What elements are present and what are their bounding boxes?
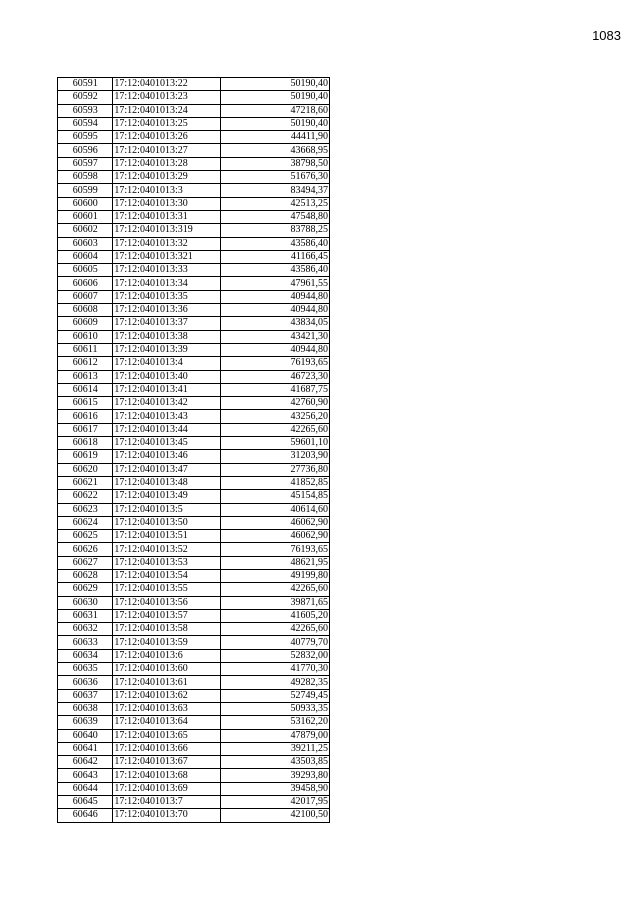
row-number-cell: 60594	[58, 117, 113, 130]
value-cell: 52832,00	[221, 649, 330, 662]
table-row	[58, 556, 330, 569]
cadastral-number-cell: 17:12:0401013:66	[113, 742, 221, 755]
value-cell: 43586,40	[221, 264, 330, 277]
value-cell: 40779,70	[221, 636, 330, 649]
row-number-cell: 60598	[58, 171, 113, 184]
value-cell: 49199,80	[221, 569, 330, 582]
value-cell: 43586,40	[221, 237, 330, 250]
table-row	[58, 490, 330, 503]
value-cell: 41770,30	[221, 663, 330, 676]
value-cell: 46062,90	[221, 516, 330, 529]
row-number-cell: 60636	[58, 676, 113, 689]
cadastral-number-cell: 17:12:0401013:24	[113, 104, 221, 117]
table-row	[58, 742, 330, 755]
table-row	[58, 450, 330, 463]
cadastral-number-cell: 17:12:0401013:67	[113, 756, 221, 769]
row-number-cell: 60638	[58, 702, 113, 715]
table-row	[58, 530, 330, 543]
cadastral-number-cell: 17:12:0401013:32	[113, 237, 221, 250]
value-cell: 40944,80	[221, 304, 330, 317]
cadastral-number-cell: 17:12:0401013:61	[113, 676, 221, 689]
table-row	[58, 264, 330, 277]
row-number-cell: 60632	[58, 623, 113, 636]
table-row	[58, 144, 330, 157]
value-cell: 39871,65	[221, 596, 330, 609]
cadastral-number-cell: 17:12:0401013:27	[113, 144, 221, 157]
cadastral-number-cell: 17:12:0401013:4	[113, 357, 221, 370]
row-number-cell: 60622	[58, 490, 113, 503]
table-row	[58, 796, 330, 809]
value-cell: 50190,40	[221, 91, 330, 104]
cadastral-number-cell: 17:12:0401013:44	[113, 423, 221, 436]
table-row	[58, 596, 330, 609]
value-cell: 43834,05	[221, 317, 330, 330]
value-cell: 83788,25	[221, 224, 330, 237]
table-row	[58, 476, 330, 489]
table-row	[58, 250, 330, 263]
row-number-cell: 60593	[58, 104, 113, 117]
table-row	[58, 317, 330, 330]
table-row	[58, 397, 330, 410]
row-number-cell: 60633	[58, 636, 113, 649]
value-cell: 45154,85	[221, 490, 330, 503]
cadastral-number-cell: 17:12:0401013:69	[113, 782, 221, 795]
cadastral-number-cell: 17:12:0401013:33	[113, 264, 221, 277]
table-row	[58, 649, 330, 662]
row-number-cell: 60612	[58, 357, 113, 370]
row-number-cell: 60607	[58, 290, 113, 303]
table-row	[58, 636, 330, 649]
value-cell: 44411,90	[221, 131, 330, 144]
cadastral-number-cell: 17:12:0401013:319	[113, 224, 221, 237]
value-cell: 43256,20	[221, 410, 330, 423]
table-row	[58, 410, 330, 423]
cadastral-number-cell: 17:12:0401013:51	[113, 530, 221, 543]
table-row	[58, 290, 330, 303]
value-cell: 46723,30	[221, 370, 330, 383]
cadastral-number-cell: 17:12:0401013:5	[113, 503, 221, 516]
row-number-cell: 60601	[58, 210, 113, 223]
table-row	[58, 676, 330, 689]
row-number-cell: 60611	[58, 343, 113, 356]
value-cell: 38798,50	[221, 157, 330, 170]
value-cell: 31203,90	[221, 450, 330, 463]
value-cell: 50190,40	[221, 117, 330, 130]
row-number-cell: 60630	[58, 596, 113, 609]
cadastral-number-cell: 17:12:0401013:62	[113, 689, 221, 702]
table-row	[58, 716, 330, 729]
row-number-cell: 60613	[58, 370, 113, 383]
row-number-cell: 60624	[58, 516, 113, 529]
table-row	[58, 91, 330, 104]
table-row	[58, 370, 330, 383]
page-number: 1083	[592, 28, 621, 43]
table-row	[58, 423, 330, 436]
table-row	[58, 689, 330, 702]
cadastral-number-cell: 17:12:0401013:39	[113, 343, 221, 356]
value-cell: 39458,90	[221, 782, 330, 795]
cadastral-number-cell: 17:12:0401013:70	[113, 809, 221, 822]
cadastral-number-cell: 17:12:0401013:34	[113, 277, 221, 290]
row-number-cell: 60646	[58, 809, 113, 822]
row-number-cell: 60618	[58, 437, 113, 450]
cadastral-number-cell: 17:12:0401013:42	[113, 397, 221, 410]
table-row	[58, 463, 330, 476]
cadastral-number-cell: 17:12:0401013:37	[113, 317, 221, 330]
value-cell: 41852,85	[221, 476, 330, 489]
cadastral-number-cell: 17:12:0401013:29	[113, 171, 221, 184]
cadastral-number-cell: 17:12:0401013:38	[113, 330, 221, 343]
table-row	[58, 171, 330, 184]
value-cell: 41166,45	[221, 250, 330, 263]
cadastral-number-cell: 17:12:0401013:43	[113, 410, 221, 423]
value-cell: 41687,75	[221, 383, 330, 396]
table-row	[58, 729, 330, 742]
row-number-cell: 60635	[58, 663, 113, 676]
cadastral-number-cell: 17:12:0401013:35	[113, 290, 221, 303]
row-number-cell: 60615	[58, 397, 113, 410]
cadastral-number-cell: 17:12:0401013:64	[113, 716, 221, 729]
table-row	[58, 782, 330, 795]
value-cell: 52749,45	[221, 689, 330, 702]
table-row	[58, 769, 330, 782]
table-row	[58, 383, 330, 396]
cadastral-number-cell: 17:12:0401013:31	[113, 210, 221, 223]
table-row	[58, 117, 330, 130]
table-row	[58, 437, 330, 450]
cadastral-number-cell: 17:12:0401013:28	[113, 157, 221, 170]
value-cell: 42265,60	[221, 583, 330, 596]
table-row	[58, 343, 330, 356]
cadastral-number-cell: 17:12:0401013:57	[113, 609, 221, 622]
row-number-cell: 60626	[58, 543, 113, 556]
table-row	[58, 78, 330, 91]
row-number-cell: 60634	[58, 649, 113, 662]
value-cell: 50190,40	[221, 78, 330, 91]
cadastral-number-cell: 17:12:0401013:36	[113, 304, 221, 317]
value-cell: 53162,20	[221, 716, 330, 729]
row-number-cell: 60592	[58, 91, 113, 104]
row-number-cell: 60621	[58, 476, 113, 489]
row-number-cell: 60591	[58, 78, 113, 91]
value-cell: 47218,60	[221, 104, 330, 117]
cadastral-number-cell: 17:12:0401013:25	[113, 117, 221, 130]
table-row	[58, 224, 330, 237]
row-number-cell: 60627	[58, 556, 113, 569]
table-row	[58, 809, 330, 822]
row-number-cell: 60639	[58, 716, 113, 729]
cadastral-number-cell: 17:12:0401013:23	[113, 91, 221, 104]
cadastral-number-cell: 17:12:0401013:60	[113, 663, 221, 676]
row-number-cell: 60645	[58, 796, 113, 809]
row-number-cell: 60617	[58, 423, 113, 436]
row-number-cell: 60619	[58, 450, 113, 463]
table-row	[58, 516, 330, 529]
value-cell: 46062,90	[221, 530, 330, 543]
row-number-cell: 60643	[58, 769, 113, 782]
row-number-cell: 60606	[58, 277, 113, 290]
row-number-cell: 60604	[58, 250, 113, 263]
cadastral-number-cell: 17:12:0401013:321	[113, 250, 221, 263]
value-cell: 49282,35	[221, 676, 330, 689]
cadastral-number-cell: 17:12:0401013:58	[113, 623, 221, 636]
table-row	[58, 237, 330, 250]
row-number-cell: 60629	[58, 583, 113, 596]
value-cell: 42017,95	[221, 796, 330, 809]
row-number-cell: 60644	[58, 782, 113, 795]
row-number-cell: 60597	[58, 157, 113, 170]
table-row	[58, 184, 330, 197]
cadastral-number-cell: 17:12:0401013:56	[113, 596, 221, 609]
row-number-cell: 60614	[58, 383, 113, 396]
row-number-cell: 60605	[58, 264, 113, 277]
row-number-cell: 60631	[58, 609, 113, 622]
table-row	[58, 702, 330, 715]
cadastral-number-cell: 17:12:0401013:26	[113, 131, 221, 144]
value-cell: 48621,95	[221, 556, 330, 569]
cadastral-number-cell: 17:12:0401013:54	[113, 569, 221, 582]
table-row	[58, 609, 330, 622]
value-cell: 50933,35	[221, 702, 330, 715]
table-row	[58, 583, 330, 596]
row-number-cell: 60596	[58, 144, 113, 157]
value-cell: 40944,80	[221, 290, 330, 303]
row-number-cell: 60599	[58, 184, 113, 197]
value-cell: 43503,85	[221, 756, 330, 769]
value-cell: 27736,80	[221, 463, 330, 476]
value-cell: 41605,20	[221, 609, 330, 622]
cadastral-number-cell: 17:12:0401013:45	[113, 437, 221, 450]
cadastral-number-cell: 17:12:0401013:46	[113, 450, 221, 463]
row-number-cell: 60595	[58, 131, 113, 144]
row-number-cell: 60628	[58, 569, 113, 582]
value-cell: 47961,55	[221, 277, 330, 290]
cadastral-number-cell: 17:12:0401013:63	[113, 702, 221, 715]
cadastral-number-cell: 17:12:0401013:7	[113, 796, 221, 809]
row-number-cell: 60616	[58, 410, 113, 423]
cadastral-number-cell: 17:12:0401013:48	[113, 476, 221, 489]
table-row	[58, 304, 330, 317]
table-row	[58, 210, 330, 223]
value-cell: 83494,37	[221, 184, 330, 197]
cadastral-number-cell: 17:12:0401013:68	[113, 769, 221, 782]
table-row	[58, 197, 330, 210]
table-row	[58, 503, 330, 516]
table-row	[58, 569, 330, 582]
cadastral-number-cell: 17:12:0401013:3	[113, 184, 221, 197]
cadastral-number-cell: 17:12:0401013:47	[113, 463, 221, 476]
cadastral-value-table	[57, 77, 330, 823]
table-row	[58, 663, 330, 676]
row-number-cell: 60640	[58, 729, 113, 742]
value-cell: 42265,60	[221, 623, 330, 636]
row-number-cell: 60609	[58, 317, 113, 330]
table-body	[58, 78, 330, 823]
table-row	[58, 157, 330, 170]
cadastral-number-cell: 17:12:0401013:41	[113, 383, 221, 396]
value-cell: 42265,60	[221, 423, 330, 436]
table-row	[58, 543, 330, 556]
row-number-cell: 60600	[58, 197, 113, 210]
row-number-cell: 60642	[58, 756, 113, 769]
cadastral-number-cell: 17:12:0401013:22	[113, 78, 221, 91]
row-number-cell: 60610	[58, 330, 113, 343]
row-number-cell: 60637	[58, 689, 113, 702]
cadastral-number-cell: 17:12:0401013:6	[113, 649, 221, 662]
table-row	[58, 756, 330, 769]
table-row	[58, 330, 330, 343]
value-cell: 47548,80	[221, 210, 330, 223]
cadastral-number-cell: 17:12:0401013:50	[113, 516, 221, 529]
cadastral-number-cell: 17:12:0401013:65	[113, 729, 221, 742]
cadastral-number-cell: 17:12:0401013:53	[113, 556, 221, 569]
value-cell: 43421,30	[221, 330, 330, 343]
value-cell: 76193,65	[221, 357, 330, 370]
row-number-cell: 60641	[58, 742, 113, 755]
table-row	[58, 104, 330, 117]
cadastral-number-cell: 17:12:0401013:40	[113, 370, 221, 383]
table-row	[58, 131, 330, 144]
row-number-cell: 60623	[58, 503, 113, 516]
table-row	[58, 357, 330, 370]
value-cell: 47879,00	[221, 729, 330, 742]
value-cell: 42760,90	[221, 397, 330, 410]
value-cell: 51676,30	[221, 171, 330, 184]
value-cell: 42100,50	[221, 809, 330, 822]
value-cell: 39211,25	[221, 742, 330, 755]
table-row	[58, 277, 330, 290]
row-number-cell: 60602	[58, 224, 113, 237]
table-row	[58, 623, 330, 636]
value-cell: 40944,80	[221, 343, 330, 356]
value-cell: 39293,80	[221, 769, 330, 782]
cadastral-number-cell: 17:12:0401013:30	[113, 197, 221, 210]
row-number-cell: 60620	[58, 463, 113, 476]
value-cell: 43668,95	[221, 144, 330, 157]
value-cell: 76193,65	[221, 543, 330, 556]
value-cell: 42513,25	[221, 197, 330, 210]
row-number-cell: 60625	[58, 530, 113, 543]
row-number-cell: 60608	[58, 304, 113, 317]
cadastral-number-cell: 17:12:0401013:59	[113, 636, 221, 649]
row-number-cell: 60603	[58, 237, 113, 250]
cadastral-number-cell: 17:12:0401013:49	[113, 490, 221, 503]
value-cell: 59601,10	[221, 437, 330, 450]
cadastral-number-cell: 17:12:0401013:55	[113, 583, 221, 596]
cadastral-number-cell: 17:12:0401013:52	[113, 543, 221, 556]
value-cell: 40614,60	[221, 503, 330, 516]
